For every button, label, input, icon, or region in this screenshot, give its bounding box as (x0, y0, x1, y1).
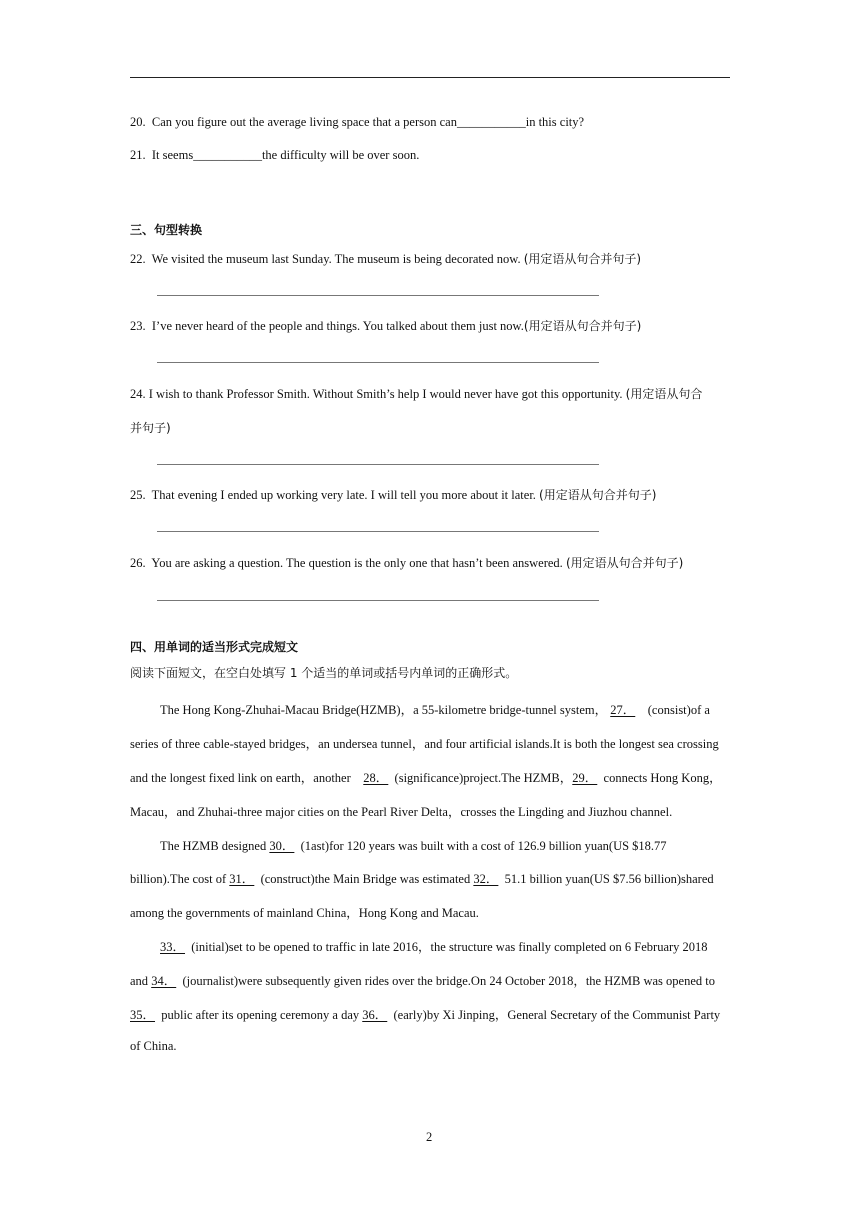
answer-line[interactable] (157, 600, 599, 601)
question-text: I wish to thank Professor Smith. Without Smith’s help I would never have got this opportunity. (148, 387, 623, 401)
question-text: We visited the museum last Sunday. The museum is being decorated now. (151, 252, 521, 266)
passage-line (130, 1039, 730, 1054)
passage-text: and (130, 974, 149, 988)
passage-text: series of three cable-stayed bridges，an undersea tunnel，and four artificial islands.It is both the longest sea crossing (130, 737, 719, 751)
section-title: 四、用单词的适当形式完成短文 (130, 640, 299, 654)
passage-text: billion).The cost of (130, 872, 227, 886)
passage-text: The HZMB designed (160, 839, 267, 853)
answer-blank[interactable]: ___________ (456, 115, 526, 129)
blank-32[interactable]: 32． (473, 872, 499, 886)
passage-text: 51.1 billion yuan(US $7.56 billion)shared (504, 872, 714, 886)
passage-line (130, 869, 730, 887)
section-title: 三、句型转换 (130, 223, 203, 237)
question-text: You are asking a question. The question is the only one that hasn’t been answered. (151, 556, 563, 570)
question-number: 24. (130, 387, 146, 401)
question-text: in this city? (525, 115, 585, 129)
passage-line (130, 971, 730, 989)
passage-text: The Hong Kong-Zhuhai-Macau Bridge(HZMB)，a 55-kilometre bridge-tunnel system， (160, 703, 608, 717)
question-24 (130, 385, 702, 402)
question-text: That evening I ended up working very late. I will tell you more about it later. (151, 488, 536, 502)
passage-line (130, 1005, 730, 1023)
passage-line (130, 802, 730, 820)
blank-30[interactable]: 30． (269, 839, 295, 853)
passage-text: (construct)the Main Bridge was estimated (260, 872, 471, 886)
instruction-hint: (用定语从句合并句子) (539, 488, 657, 502)
question-number: 25. (130, 488, 146, 502)
passage-line (130, 734, 730, 752)
blank-36[interactable]: 36． (362, 1008, 388, 1022)
instruction-hint: (用定语从句合 (625, 387, 703, 401)
passage-text: (early)by Xi Jinping，General Secretary of the Communist Party (393, 1008, 721, 1022)
instruction-hint: (用定语从句合并句子) (523, 319, 642, 333)
blank-34[interactable]: 34． (151, 974, 177, 988)
answer-line[interactable] (157, 295, 599, 296)
question-number: 20. (130, 115, 146, 129)
passage-text: of China. (130, 1039, 177, 1053)
passage-text: (journalist)were subsequently given rides over the bridge.On 24 October 2018，the HZMB was opened to (182, 974, 715, 988)
passage-text: Macau，and Zhuhai-three major cities on the Pearl River Delta，crosses the Lingding and Jiuzhou channel. (130, 805, 673, 819)
blank-27[interactable]: 27． (610, 703, 636, 717)
passage-line (130, 903, 730, 921)
answer-line[interactable] (157, 362, 599, 363)
question-23 (130, 317, 641, 334)
passage-line (160, 700, 730, 718)
question-number: 26. (130, 556, 146, 570)
section-instruction: 阅读下面短文，在空白处填写 1 个适当的单词或括号内单词的正确形式。 (130, 666, 518, 680)
question-20 (130, 115, 584, 130)
question-21 (130, 148, 419, 163)
passage-text: (consist)of a (647, 703, 710, 717)
instruction-hint-continued: 并句子) (130, 421, 171, 435)
question-number: 23. (130, 319, 146, 333)
blank-31[interactable]: 31． (229, 872, 255, 886)
passage-text: (initial)set to be opened to traffic in late 2016，the structure was finally completed on 6 February 2018 (191, 940, 708, 954)
passage-text: connects Hong Kong， (603, 771, 722, 785)
passage-text: (1ast)for 120 years was built with a cost of 126.9 billion yuan(US $18.77 (300, 839, 667, 853)
passage-text: and the longest fixed link on earth，another (130, 771, 351, 785)
blank-29[interactable]: 29． (572, 771, 598, 785)
blank-35[interactable]: 35． (130, 1008, 156, 1022)
question-22 (130, 250, 641, 267)
passage-text: (significance)project.The HZMB， (394, 771, 573, 785)
header-rule (130, 77, 730, 78)
instruction-hint: (用定语从句合并句子) (523, 252, 642, 266)
question-text: the difficulty will be over soon. (261, 148, 420, 162)
question-26 (130, 554, 683, 571)
answer-line[interactable] (157, 464, 599, 465)
question-text: Can you figure out the average living space that a person can (151, 115, 457, 129)
passage-line (160, 836, 730, 854)
question-number: 21. (130, 148, 146, 162)
question-25 (130, 486, 656, 503)
passage-line (130, 768, 730, 786)
page-number: 2 (426, 1130, 433, 1144)
answer-line[interactable] (157, 531, 599, 532)
answer-blank[interactable]: ___________ (193, 148, 262, 162)
passage-text: public after its opening ceremony a day (161, 1008, 360, 1022)
question-text: It seems (151, 148, 194, 162)
passage-line (160, 937, 730, 955)
blank-28[interactable]: 28． (363, 771, 389, 785)
blank-33[interactable]: 33． (160, 940, 186, 954)
question-number: 22. (130, 252, 146, 266)
instruction-hint: (用定语从句合并句子) (565, 556, 684, 570)
question-text: I’ve never heard of the people and things. You talked about them just now. (151, 319, 524, 333)
passage-text: among the governments of mainland China，Hong Kong and Macau. (130, 906, 479, 920)
